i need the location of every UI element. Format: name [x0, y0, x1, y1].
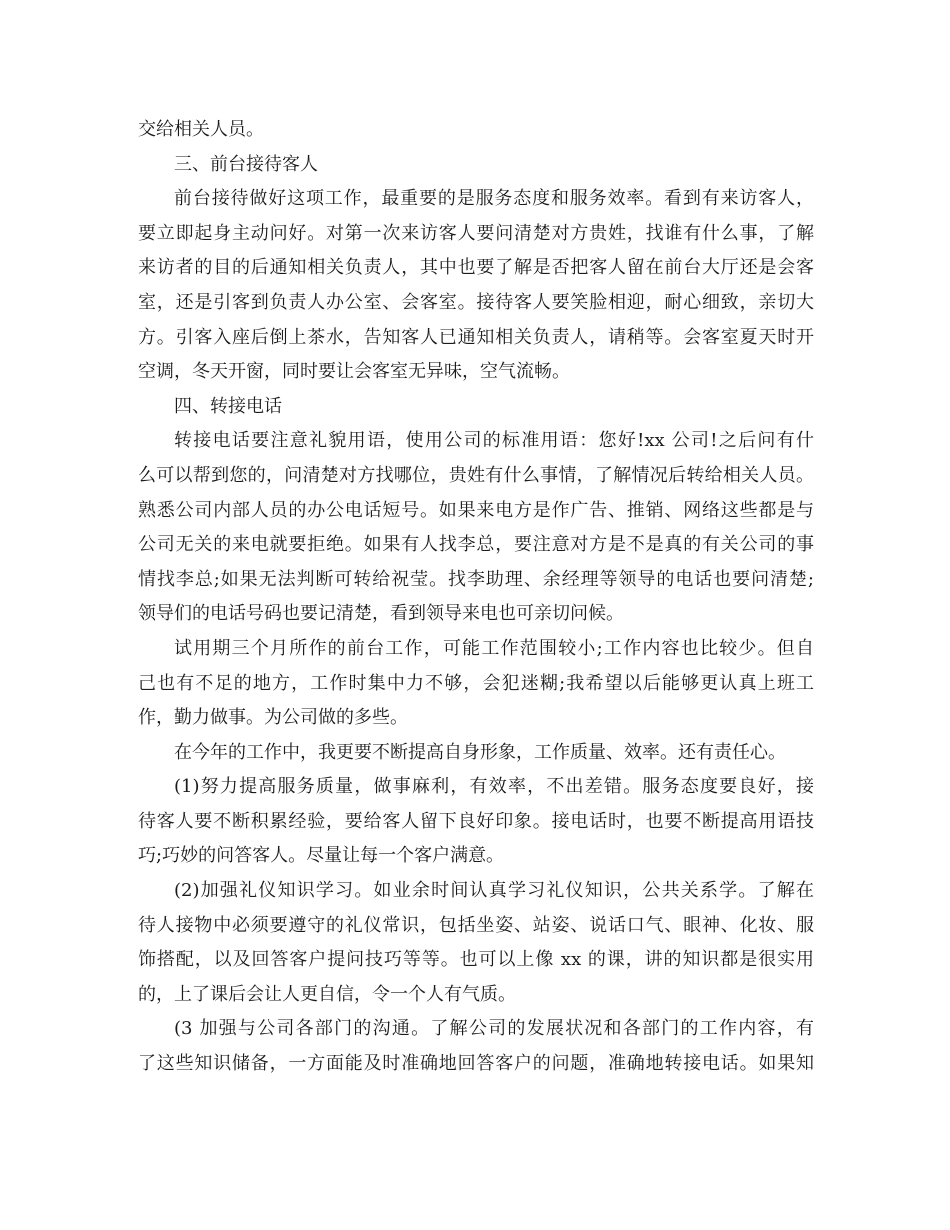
text-line: 熟悉公司内部人员的办公电话短号。如果来电方是作广告、推销、网络这些都是与 — [138, 499, 814, 521]
text-line: 室，还是引客到负责人办公室、会客室。接待客人要笑脸相迎，耐心细致，亲切大 — [138, 291, 814, 313]
list-item-3: (3 加强与公司各部门的沟通。了解公司的发展状况和各部门的工作内容，有 — [174, 1018, 814, 1040]
text-line: 的，上了课后会让人更自信，令一个人有气质。 — [138, 983, 516, 1005]
list-item-2: (2)加强礼仪知识学习。如业余时间认真学习礼仪知识，公共关系学。了解在 — [174, 880, 814, 902]
text-line: 在今年的工作中，我更要不断提高自身形象，工作质量、效率。还有责任心。 — [174, 741, 786, 763]
text-line: 前台接待做好这项工作，最重要的是服务态度和服务效率。看到有来访客人， — [174, 188, 814, 210]
text-line: 饰搭配，以及回答客户提问技巧等等。也可以上像 xx 的课，讲的知识都是很实用 — [138, 949, 814, 971]
text-line: 要立即起身主动问好。对第一次来访客人要问清楚对方贵姓，找谁有什么事，了解 — [138, 222, 814, 244]
text-line: 空调，冬天开窗，同时要让会客室无异味，空气流畅。 — [138, 361, 570, 383]
text-line: 情找李总;如果无法判断可转给祝莹。找李助理、余经理等领导的电话也要问清楚; — [138, 568, 814, 590]
document-body — [138, 113, 814, 1082]
text-line: 交给相关人员。 — [138, 119, 264, 140]
text-line: 己也有不足的地方，工作时集中力不够，会犯迷糊;我希望以后能够更认真上班工 — [138, 672, 814, 694]
text-line: 试用期三个月所作的前台工作，可能工作范围较小;工作内容也比较少。但自 — [174, 637, 814, 659]
text-line: 来访者的目的后通知相关负责人，其中也要了解是否把客人留在前台大厅还是会客 — [138, 257, 814, 279]
text-line: 作，勤力做事。为公司做的多些。 — [138, 707, 408, 729]
text-line: 了这些知识储备，一方面能及时准确地回答客户的问题，准确地转接电话。如果知 — [138, 1053, 814, 1075]
text-line: 么可以帮到您的，问清楚对方找哪位，贵姓有什么事情，了解情况后转给相关人员。 — [138, 464, 814, 486]
list-item-1: (1)努力提高服务质量，做事麻利，有效率，不出差错。服务态度要良好，接 — [174, 776, 814, 798]
text-line: 转接电话要注意礼貌用语，使用公司的标准用语：您好!xx 公司!之后问有什 — [174, 430, 814, 452]
text-line: 巧;巧妙的问答客人。尽量让每一个客户满意。 — [138, 845, 505, 867]
text-line: 方。引客入座后倒上茶水，告知客人已通知相关负责人，请稍等。会客室夏天时开 — [138, 326, 814, 348]
text-line: 领导们的电话号码也要记清楚，看到领导来电也可亲切问候。 — [138, 603, 624, 625]
text-line: 待人接物中必须要遵守的礼仪常识，包括坐姿、站姿、说话口气、眼神、化妆、服 — [138, 914, 814, 936]
text-line: 待客人要不断积累经验，要给客人留下良好印象。接电话时，也要不断提高用语技 — [138, 810, 814, 832]
text-line: 公司无关的来电就要拒绝。如果有人找李总，要注意对方是不是真的有关公司的事 — [138, 534, 814, 556]
section-heading: 四、转接电话 — [174, 395, 282, 417]
section-heading: 三、前台接待客人 — [174, 153, 318, 175]
